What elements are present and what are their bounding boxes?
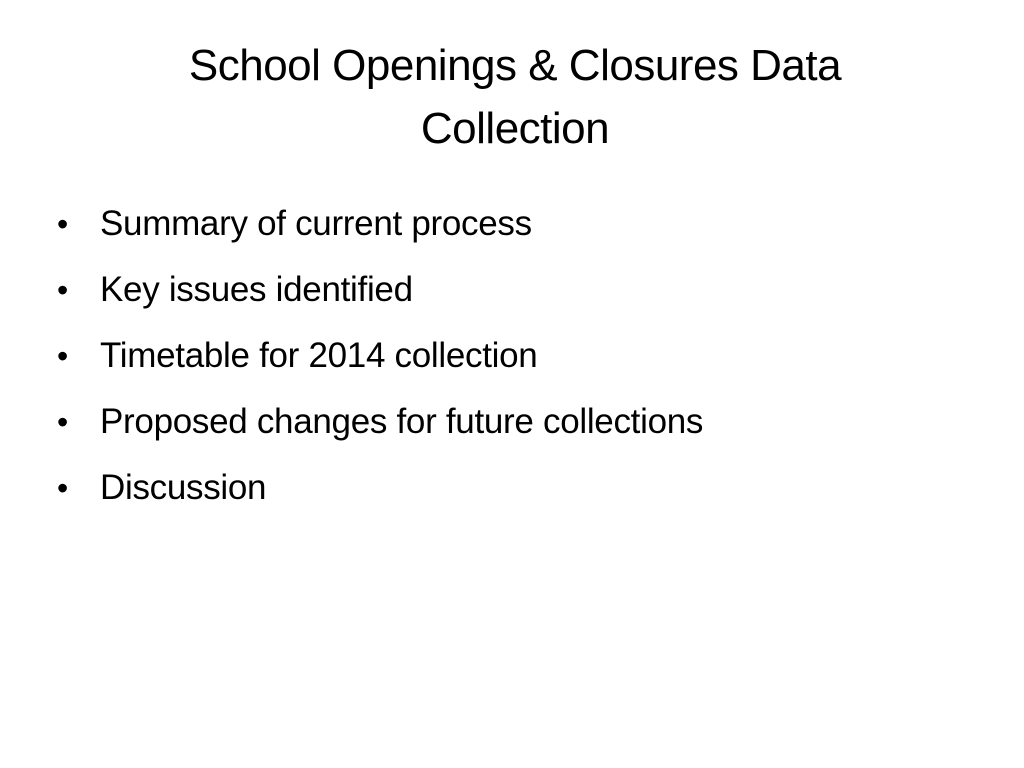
bullet-dot-icon: • (57, 470, 68, 506)
bullet-dot-icon: • (57, 404, 68, 440)
bullet-dot-icon: • (57, 206, 68, 242)
bullet-item-summary (57, 191, 703, 257)
bullet-text: Discussion (100, 468, 267, 507)
bullet-item-proposed-changes (57, 389, 703, 455)
bullet-dot-icon: • (57, 272, 68, 308)
bullet-dot-icon: • (57, 338, 68, 374)
bullet-text: Timetable for 2014 collection (100, 336, 538, 375)
slide-title-line-2: Collection (420, 104, 610, 153)
bullet-item-discussion (57, 455, 703, 521)
bullet-item-key-issues (57, 257, 703, 323)
slide-title (100, 34, 930, 160)
slide-title-line-1: School Openings & Closures Data (188, 41, 842, 90)
bullet-list (57, 191, 703, 521)
bullet-item-timetable (57, 323, 703, 389)
bullet-text: Proposed changes for future collections (100, 402, 704, 441)
bullet-text: Summary of current process (100, 204, 532, 243)
bullet-text: Key issues identified (100, 270, 413, 309)
